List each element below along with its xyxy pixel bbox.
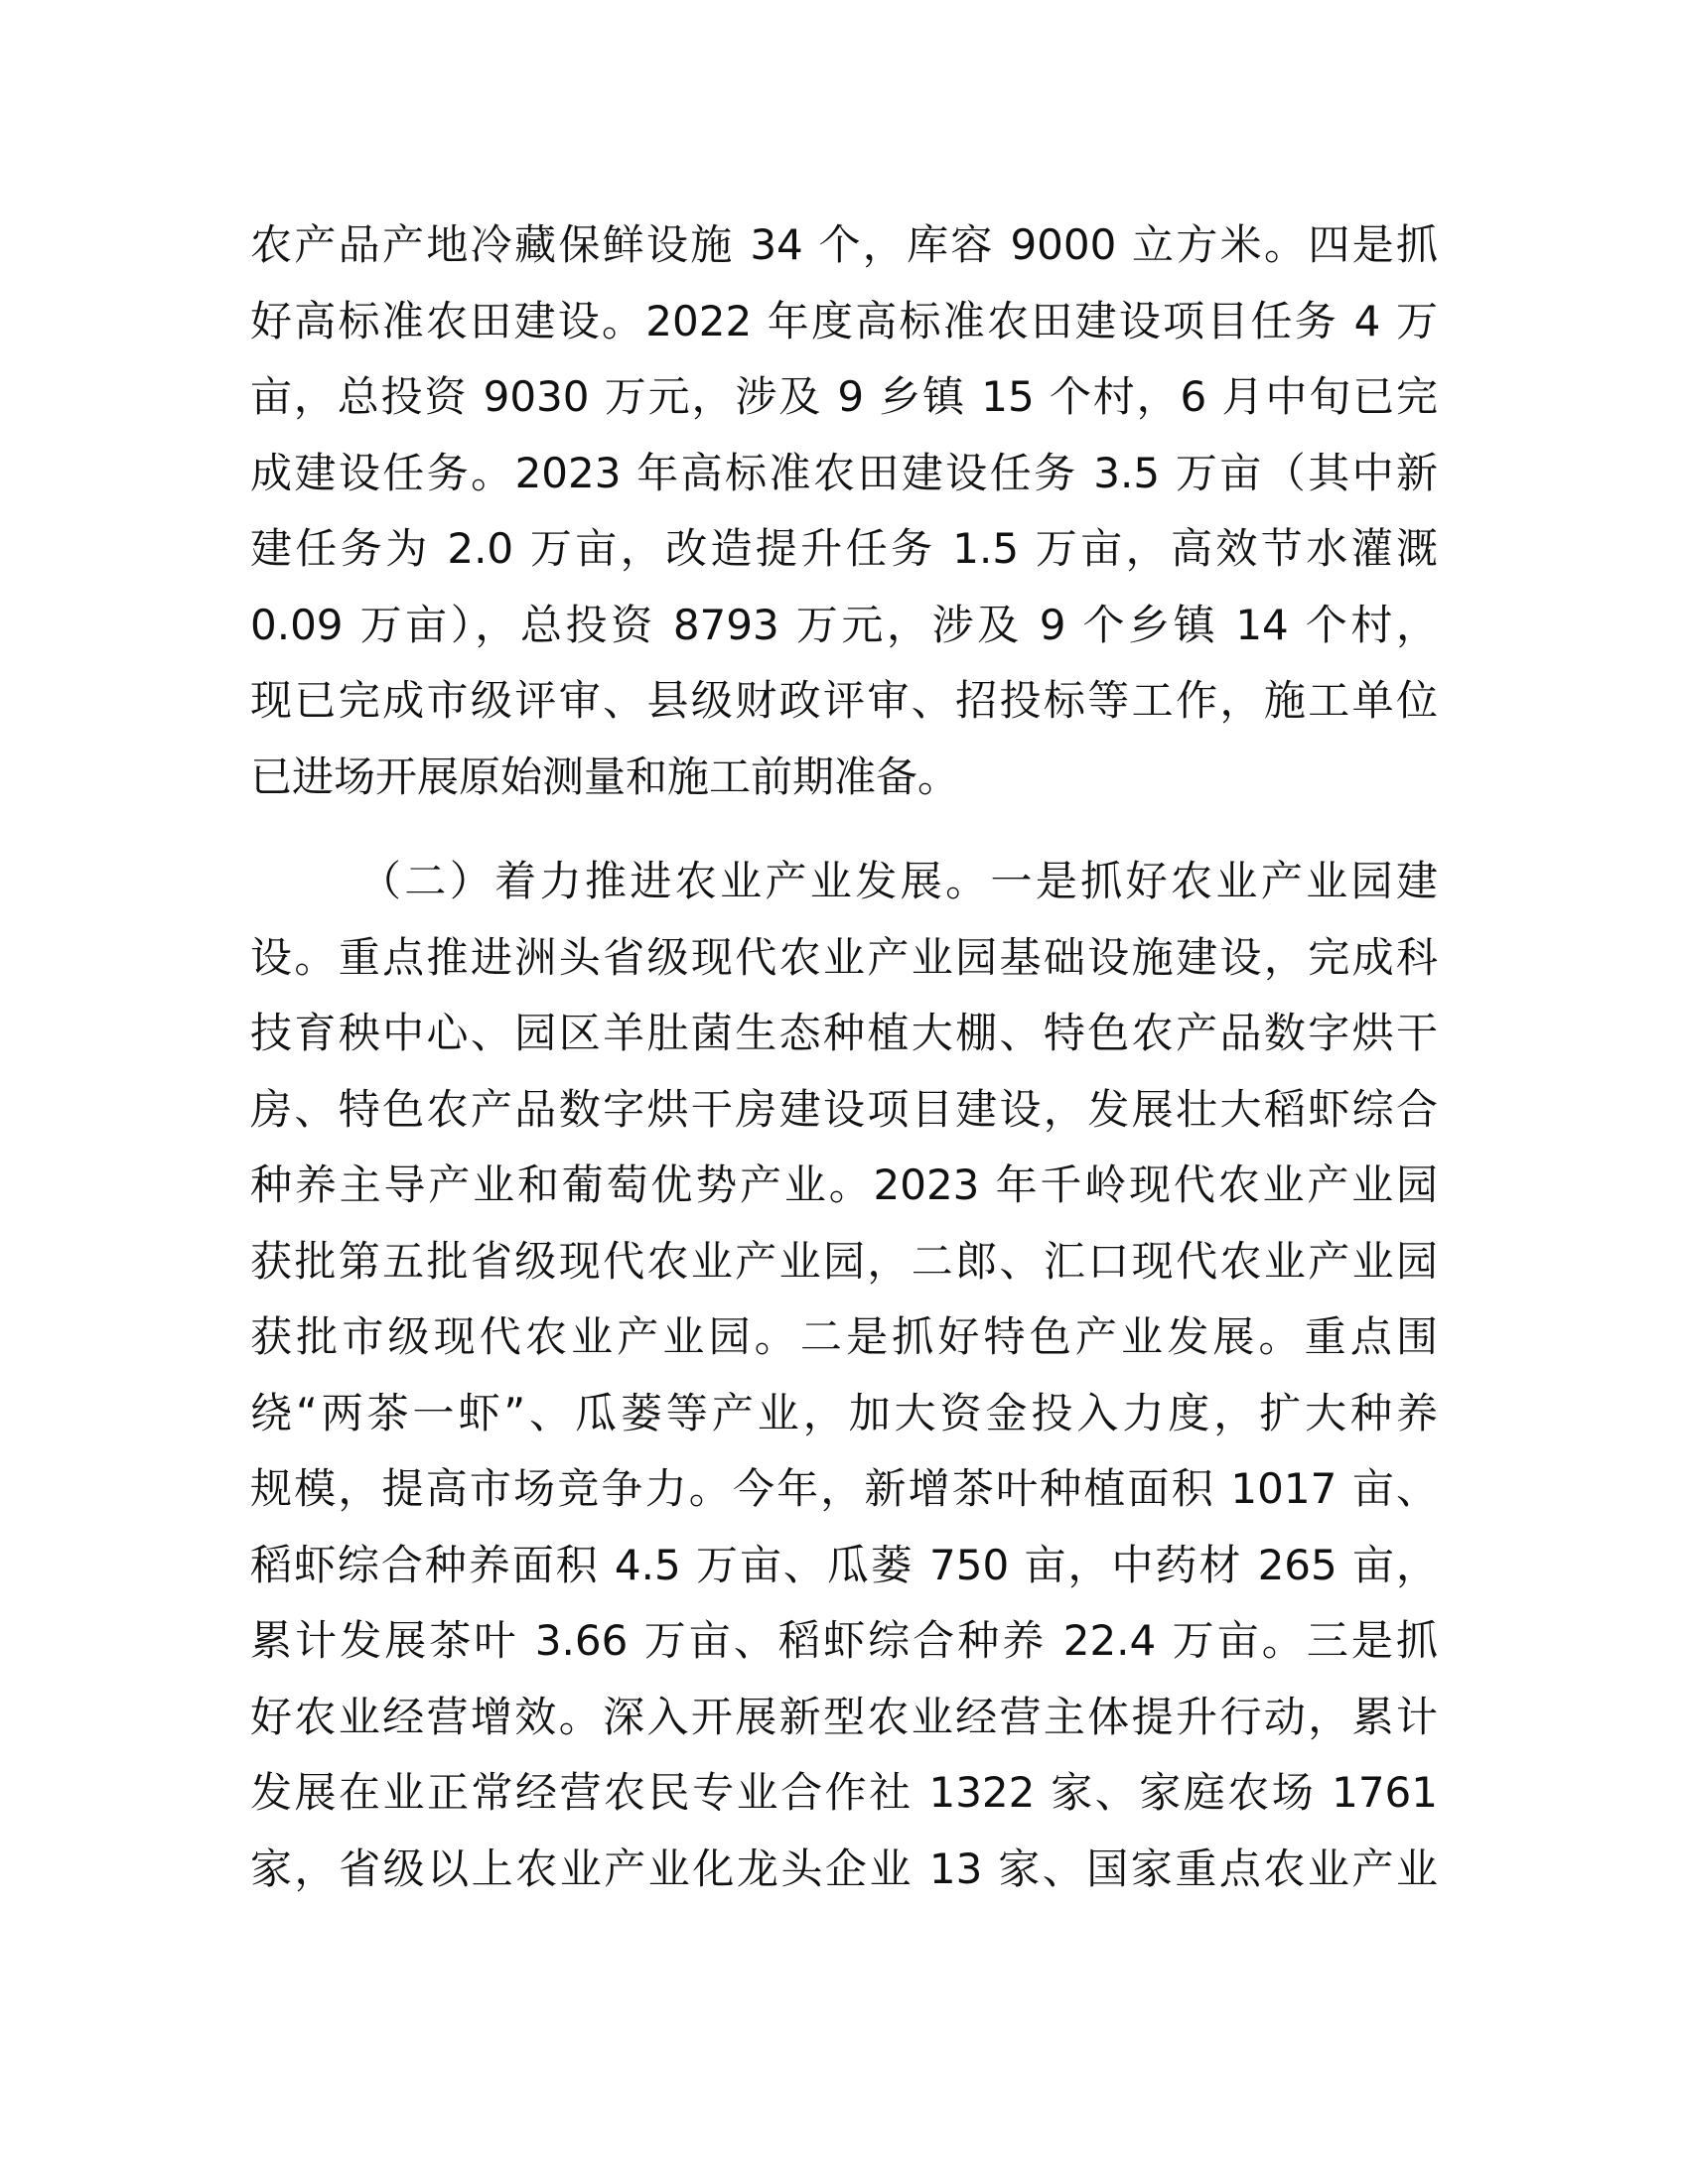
text-line: 稻虾综合种养面积 4.5 万亩、瓜蒌 750 亩，中药材 265 亩， <box>250 1540 1438 1589</box>
text-line: 技育秧中心、园区羊肚菌生态种植大棚、特色农产品数字烘干 <box>250 1009 1438 1057</box>
text-line: 建任务为 2.0 万亩，改造提升任务 1.5 万亩，高效节水灌溉 <box>250 524 1438 573</box>
text-line: 好农业经营增效。深入开展新型农业经营主体提升行动，累计 <box>250 1692 1438 1741</box>
paragraph-farmland-construction <box>250 207 1438 815</box>
text-line: 成建设任务。2023 年高标准农田建设任务 3.5 万亩（其中新 <box>250 448 1438 497</box>
text-line: 种养主导产业和葡萄优势产业。2023 年千岭现代农业产业园 <box>250 1160 1438 1209</box>
text-line: 发展在业正常经营农民专业合作社 1322 家、家庭农场 1761 <box>250 1768 1438 1817</box>
text-line: 0.09 万亩），总投资 8793 万元，涉及 9 个乡镇 14 个村， <box>250 600 1438 649</box>
text-line: 现已完成市级评审、县级财政评审、招投标等工作，施工单位 <box>250 676 1438 725</box>
text-line: 获批第五批省级现代农业产业园，二郎、汇口现代农业产业园 <box>250 1236 1438 1286</box>
text-line: 累计发展茶叶 3.66 万亩、稻虾综合种养 22.4 万亩。三是抓 <box>250 1616 1438 1665</box>
text-line: 农产品产地冷藏保鲜设施 34 个，库容 9000 立方米。四是抓 <box>250 220 1438 269</box>
section-heading-line: （二）着力推进农业产业发展。一是抓好农业产业园建 <box>359 857 1438 905</box>
text-line: 已进场开展原始测量和施工前期准备。 <box>250 751 960 801</box>
text-line: 设。重点推进洲头省级现代农业产业园基础设施建设，完成科 <box>250 932 1438 982</box>
text-line: 绕“两茶一虾”、瓜蒌等产业，加大资金投入力度，扩大种养 <box>250 1388 1438 1437</box>
text-line: 亩，总投资 9030 万元，涉及 9 乡镇 15 个村，6 月中旬已完 <box>250 372 1438 421</box>
text-line: 家，省级以上农业产业化龙头企业 13 家、国家重点农业产业 <box>250 1843 1438 1893</box>
paragraph-industry-development <box>250 844 1438 1907</box>
text-line: 规模，提高市场竞争力。今年，新增茶叶种植面积 1017 亩、 <box>250 1464 1438 1513</box>
text-line: 获批市级现代农业产业园。二是抓好特色产业发展。重点围 <box>250 1312 1438 1361</box>
text-line: 房、特色农产品数字烘干房建设项目建设，发展壮大稻虾综合 <box>250 1084 1438 1134</box>
text-line: 好高标准农田建设。2022 年度高标准农田建设项目任务 4 万 <box>250 296 1438 345</box>
